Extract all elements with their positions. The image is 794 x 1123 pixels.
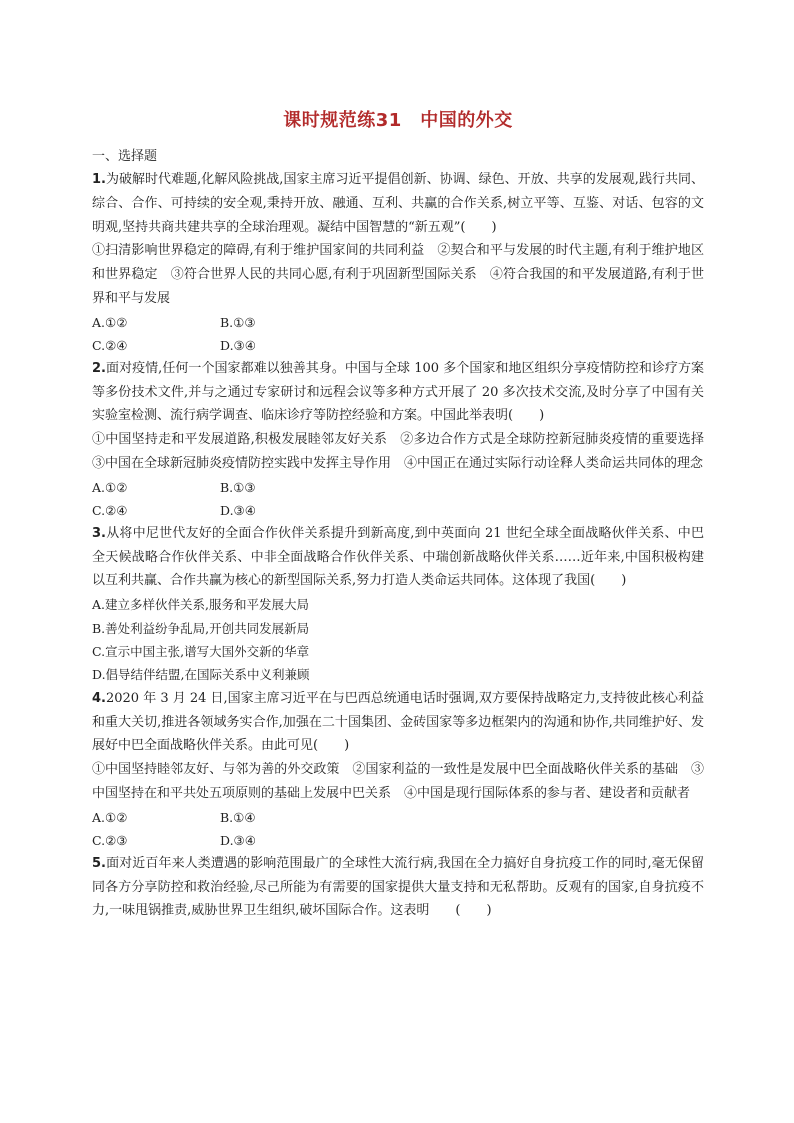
- section-heading: 一、选择题: [92, 149, 158, 164]
- question-5: [92, 852, 704, 923]
- question-3: [92, 522, 704, 687]
- option-row: [92, 806, 704, 829]
- document-page: [92, 106, 718, 923]
- option-a[interactable]: A.①②: [92, 809, 128, 825]
- option-c[interactable]: C.②④: [92, 337, 128, 353]
- option-row: [92, 334, 704, 357]
- option-row: [92, 499, 704, 522]
- question-text: 从将中尼世代友好的全面合作伙伴关系提升到新高度,到中英面向 21 世纪全球全面战略伙伴关系、中巴全天候战略合作伙伴关系、中非全面战略合作伙伴关系、中瑞创新战略伙伴关系……近年来,中国积极构建以互利共赢、合作共赢为核心的新型国际关系,努力打造人类命运共同体。这体现了我国( ): [92, 525, 704, 589]
- question-number: 1.: [92, 172, 106, 187]
- question-stem: [92, 168, 704, 239]
- question-4: [92, 687, 704, 852]
- question-number: 4.: [92, 690, 106, 706]
- question-stem: [92, 687, 704, 758]
- option-b[interactable]: B.善处利益纷争乱局,开创共同发展新局: [92, 620, 310, 636]
- option-b[interactable]: B.①④: [220, 809, 256, 825]
- option-d[interactable]: D.倡导结伴结盟,在国际关系中义利兼顾: [92, 667, 310, 683]
- question-text: 面对疫情,任何一个国家都难以独善其身。中国与全球 100 多个国家和地区组织分享疫情防控和诊疗方案等多份技术文件,并与之通过专家研讨和远程会议等多种方式开展了 20 多次技术交流,及时分享了中国有关实验室检测、流行病学调查、临床诊疗等防控经验和方案。中国此举表明( ): [92, 360, 704, 424]
- page-title: 课时规范练31 中国的外交: [283, 110, 513, 131]
- option-b[interactable]: B.①③: [220, 314, 256, 330]
- option-row: [92, 829, 704, 852]
- question-stem: [92, 357, 704, 428]
- question-stem: [92, 852, 704, 923]
- option-row: [92, 476, 704, 499]
- option-a[interactable]: A.①②: [92, 479, 128, 495]
- option-c[interactable]: C.②④: [92, 502, 128, 518]
- question-statements: ①扫清影响世界稳定的障碍,有利于维护国家间的共同利益 ②契合和平与发展的时代主题,有利于维护地区和世界稳定 ③符合世界人民的共同心愿,有利于巩固新型国际关系 ④符合我国的和平发展道路,有利于世界和平与发展: [92, 243, 704, 306]
- question-1: [92, 168, 704, 357]
- option-d[interactable]: D.③④: [220, 337, 256, 353]
- option-a[interactable]: A.建立多样伙伴关系,服务和平发展大局: [92, 597, 309, 613]
- option-c[interactable]: C.②③: [92, 832, 128, 848]
- question-stem: [92, 522, 704, 593]
- option-b[interactable]: B.①③: [220, 479, 256, 495]
- option-a[interactable]: A.①②: [92, 314, 128, 330]
- question-number: 3.: [92, 525, 106, 541]
- question-number: 2.: [92, 360, 106, 376]
- option-c[interactable]: C.宣示中国主张,谱写大国外交新的华章: [92, 643, 310, 659]
- question-text: 为破解时代难题,化解风险挑战,国家主席习近平提倡创新、协调、绿色、开放、共享的发展观,践行共同、综合、合作、可持续的安全观,秉持开放、融通、互利、共赢的合作关系,树立平等、互鉴、对话、包容的文明观,坚持共商共建共享的全球治理观。凝结中国智慧的“新五观”( ): [92, 172, 704, 235]
- option-d[interactable]: D.③④: [220, 502, 256, 518]
- question-number: 5.: [92, 855, 106, 871]
- question-text: 面对近百年来人类遭遇的影响范围最广的全球性大流行病,我国在全力搞好自身抗疫工作的同时,毫无保留同各方分享防控和救治经验,尽己所能为有需要的国家提供大量支持和无私帮助。反观有的国家,自身抗疫不力,一味甩锅推责,威胁世界卫生组织,破坏国际合作。这表明 ( ): [92, 855, 704, 919]
- question-statements: ①中国坚持走和平发展道路,积极发展睦邻友好关系 ②多边合作方式是全球防控新冠肺炎疫情的重要选择 ③中国在全球新冠肺炎疫情防控实践中发挥主导作用 ④中国正在通过实际行动诠释人类命运共同体的理念: [92, 432, 718, 471]
- question-2: [92, 357, 718, 522]
- option-d[interactable]: D.③④: [220, 832, 256, 848]
- question-statements: ①中国坚持睦邻友好、与邻为善的外交政策 ②国家利益的一致性是发展中巴全面战略伙伴关系的基础 ③中国坚持在和平共处五项原则的基础上发展中巴关系 ④中国是现行国际体系的参与者、建设者和贡献者: [92, 762, 704, 801]
- option-row: [92, 311, 704, 334]
- question-text: 2020 年 3 月 24 日,国家主席习近平在与巴西总统通电话时强调,双方要保持战略定力,支持彼此核心利益和重大关切,推进各领域务实合作,加强在二十国集团、金砖国家等多边框架内的沟通和协作,共同维护好、发展好中巴全面战略伙伴关系。由此可见( ): [92, 690, 704, 754]
